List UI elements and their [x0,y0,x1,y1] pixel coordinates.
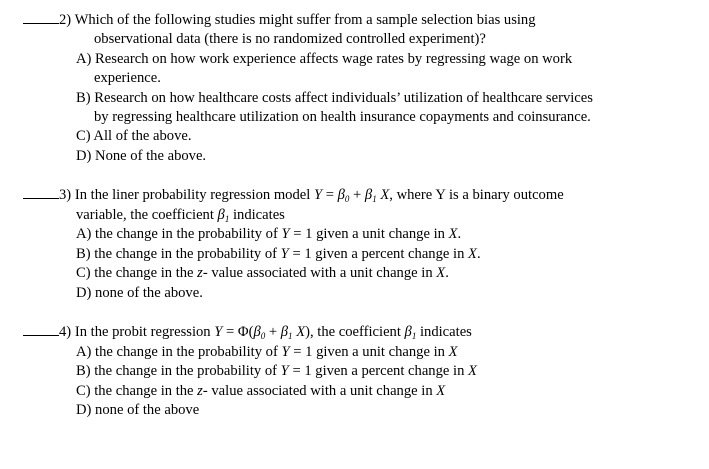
question-4-stem: 4) In the probit regression $Y = \Phi(\beta_0 + \beta_1$ X), the coefficient $\beta_1$ indicates [23,323,472,342]
option-4d: D) none of the above [76,402,200,418]
question-2-stem-line-2: observational data (there is no randomized controlled experiment)? [94,31,486,47]
option-4b: B) the change in the probability of Y = 1 given a percent change in X [76,363,477,379]
question-3-stem-line-2: variable, the coefficient $\beta_1$ indicates [76,207,285,224]
option-3a: A) the change in the probability of Y = 1 given a unit change in X. [76,226,462,242]
question-2-stem-line-1: 2) Which of the following studies might suffer from a sample selection bias using [23,11,536,30]
option-2b-line-2: by regressing healthcare utilization on health insurance copayments and coinsurance. [94,109,591,125]
option-2b-line-1: B) Research on how healthcare costs affect individuals’ utilization of healthcare services [76,90,593,106]
option-3b: B) the change in the probability of Y = 1 given a percent change in X. [76,246,481,262]
question-3-stem-line-1: 3) In the liner probability regression model $Y = \beta_0 + \beta_1$ X, where Y is a binary outcome [23,186,564,205]
answer-blank[interactable] [23,323,59,336]
option-4c: C) the change in the z- value associated with a unit change in X [76,383,446,399]
option-2c: C) All of the above. [76,128,192,144]
option-3c: C) the change in the z- value associated with a unit change in X. [76,265,449,281]
option-3d: D) none of the above. [76,285,203,301]
answer-blank[interactable] [23,186,59,199]
option-4a: A) the change in the probability of Y = 1 given a unit change in X [76,344,458,360]
option-2a-line-1: A) Research on how work experience affects wage rates by regressing wage on work [76,51,573,67]
option-2a-line-2: experience. [94,70,161,86]
answer-blank[interactable] [23,11,59,24]
option-2d: D) None of the above. [76,148,207,164]
